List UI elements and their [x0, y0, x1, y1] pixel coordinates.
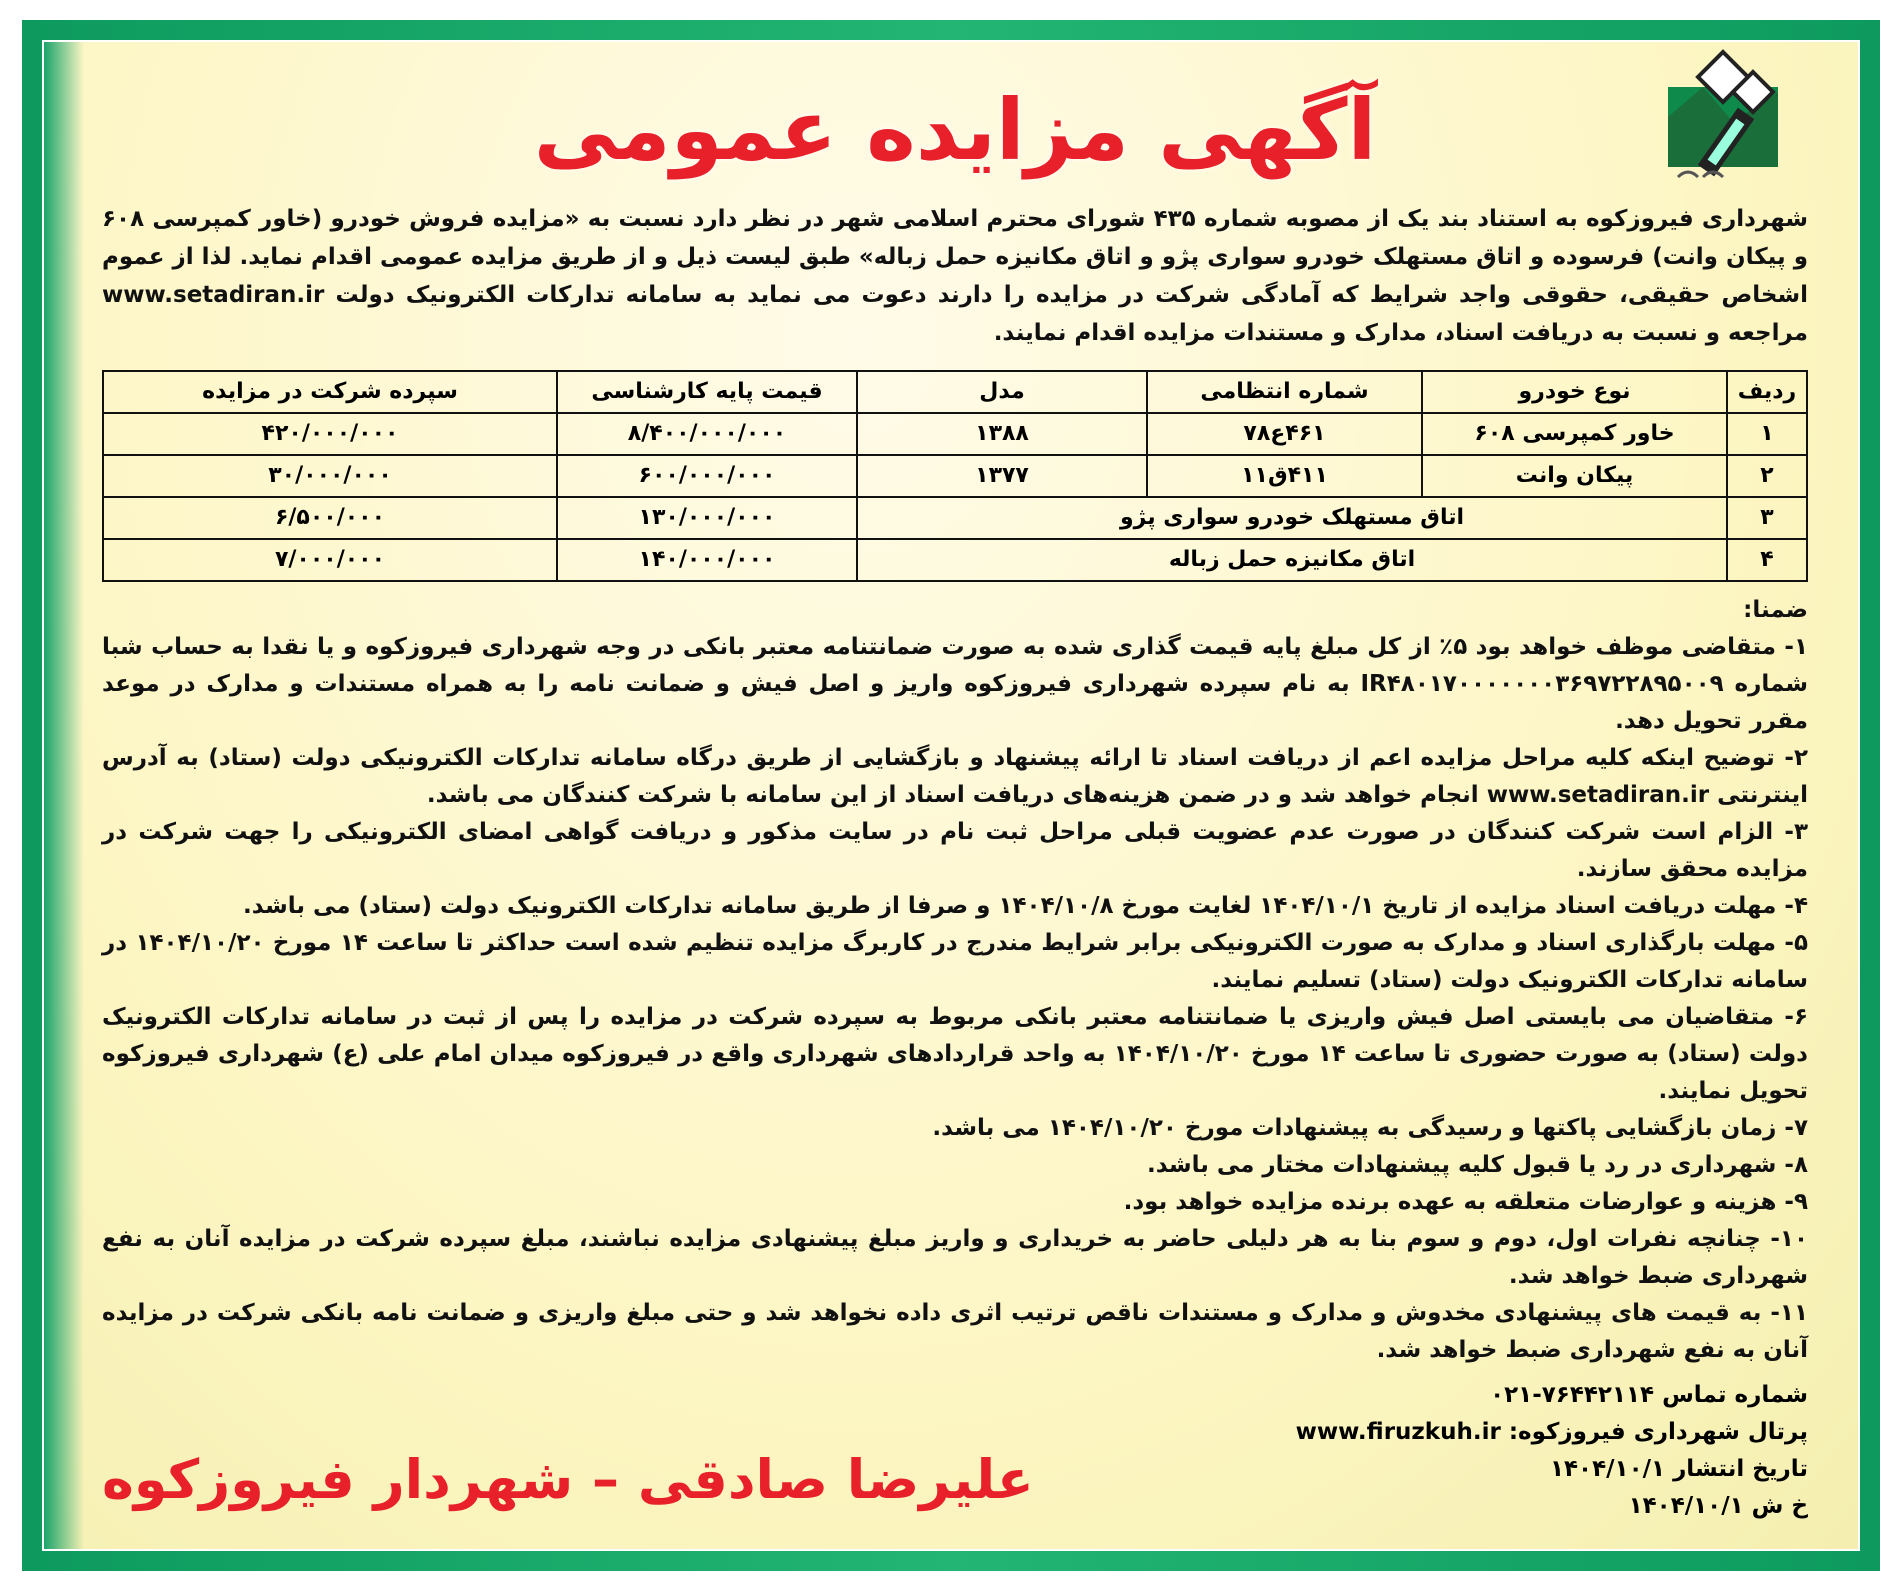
note-item: ۶- متقاضیان می بایستی اصل فیش واریزی یا ضمانتنامه معتبر بانکی مربوط به سپرده شرکت در مزایده را پس از ثبت در سامانه تدارکات الکترونیک دولت (ستاد) به صورت حضوری تا ساعت ۱۴ مورخ ۱۴۰۴/۱۰/۲۰ به واحد قراردادهای شهرداری واقع در فیروزکوه میدان امام علی (ع) شهرداری فیروزکوه تحویل نمایند. [102, 1004, 1808, 1104]
table-row [103, 413, 1807, 455]
cell-model: ۱۳۸۸ [857, 413, 1147, 455]
notes-heading: ضمنا: [1743, 597, 1808, 623]
note-item: ۱۰- چنانچه نفرات اول، دوم و سوم بنا به هر دلیلی حاضر به خریداری و واریز مبلغ پیشنهادی مزایده نباشند، مبلغ سپرده شرکت در مزایده آنان به نفع شهرداری ضبط خواهد شد. [102, 1226, 1808, 1289]
ad-panel [42, 40, 1860, 1551]
cell-deposit: ۶/۵۰۰/۰۰۰ [103, 497, 557, 539]
cell-base-price: ۱۳۰/۰۰۰/۰۰۰ [557, 497, 857, 539]
cell-row-number: ۱ [1727, 413, 1807, 455]
table-row [103, 539, 1807, 581]
cell-model: ۱۳۷۷ [857, 455, 1147, 497]
note-item: ۵- مهلت بارگذاری اسناد و مدارک به صورت الکترونیکی برابر شرایط مندرج در کاربرگ مزایده تنظیم شده است حداکثر تا ساعت ۱۴ مورخ ۱۴۰۴/۱۰/۲۰ در سامانه تدارکات الکترونیک دولت (ستاد) تسلیم نمایند. [102, 930, 1809, 993]
cell-row-number: ۲ [1727, 455, 1807, 497]
footer [102, 1377, 1808, 1525]
page-title: آگهی مزایده عمومی [533, 81, 1377, 179]
decorative-wave [44, 42, 84, 1549]
reference-code: خ ش ۱۴۰۴/۱۰/۱ [1628, 1493, 1808, 1519]
header-model: مدل [857, 371, 1147, 413]
publish-date: تاریخ انتشار ۱۴۰۴/۱۰/۱ [1549, 1456, 1808, 1482]
cell-deposit: ۴۲۰/۰۰۰/۰۰۰ [103, 413, 557, 455]
cell-deposit: ۷/۰۰۰/۰۰۰ [103, 539, 557, 581]
table-header-row [103, 371, 1807, 413]
contact-info [1296, 1377, 1808, 1525]
header-plate-number: شماره انتظامی [1147, 371, 1422, 413]
cell-base-price: ۱۴۰/۰۰۰/۰۰۰ [557, 539, 857, 581]
table-row [103, 455, 1807, 497]
cell-row-number: ۳ [1727, 497, 1807, 539]
green-frame [22, 20, 1880, 1571]
cell-vehicle-type: پیکان وانت [1422, 455, 1727, 497]
table-row [103, 497, 1807, 539]
note-item: ۱۱- به قیمت های پیشنهادی مخدوش و مدارک و مستندات ناقص ترتیب اثری داده نخواهد شد و حتی مبلغ واریزی و ضمانت نامه بانکی شرکت در مزایده آنان به نفع شهرداری ضبط خواهد شد. [102, 1300, 1808, 1363]
contact-phone: شماره تماس ۷۶۴۴۲۱۱۴-۰۲۱ [1490, 1382, 1808, 1408]
note-item: ۱- متقاضی موظف خواهد بود ۵٪ از کل مبلغ پایه قیمت گذاری شده به صورت ضمانتنامه معتبر بانکی در وجه شهرداری فیروزکوه و یا نقدا به حساب شبا شماره IR۴۸۰۱۷۰۰۰۰۰۰۰۳۶۹۷۲۲۸۹۵۰۰۹ به نام سپرده شهرداری فیروزکوه واریز و اصل فیش و ضمانت نامه را به همراه مستندات و مدارک در موعد مقرر تحویل دهد. [102, 634, 1808, 734]
note-item: ۳- الزام است شرکت کنندگان در صورت عدم عضویت قبلی مراحل ثبت نام در سایت مذکور و دریافت گواهی امضای الکترونیکی را جهت شرکت در مزایده محقق سازند. [102, 819, 1808, 882]
header-vehicle-type: نوع خودرو [1422, 371, 1727, 413]
cell-vehicle-type: اتاق مستهلک خودرو سواری پژو [857, 497, 1727, 539]
cell-plate-number: ۴۶۱ع۷۸ [1147, 413, 1422, 455]
cell-plate-number: ۴۱۱ق۱۱ [1147, 455, 1422, 497]
cell-vehicle-type: خاور کمپرسی ۶۰۸ [1422, 413, 1727, 455]
intro-paragraph: شهرداری فیروزکوه به استناد بند یک از مصوبه شماره ۴۳۵ شورای محترم اسلامی شهر در نظر دارد نسبت به «مزایده فروش خودرو (خاور کمپرسی ۶۰۸ و پیکان وانت) فرسوده و اتاق مستهلک خودرو سواری پژو و اتاق مکانیزه حمل زباله» طبق لیست ذیل و از طریق مزایده عمومی اقدام نماید. لذا از عموم اشخاص حقیقی، حقوقی واجد شرایط که آمادگی شرکت در مزایده را دارند دعوت می نماید به سامانه تدارکات الکترونیک دولت www.setadiran.ir مراجعه و نسبت به دریافت اسناد، مدارک و مستندات مزایده اقدام نمایند. [102, 206, 1808, 346]
note-item: ۴- مهلت دریافت اسناد مزایده از تاریخ ۱۴۰۴/۱۰/۱ لغایت مورخ ۱۴۰۴/۱۰/۸ و صرفا از طریق سامانه تدارکات الکترونیک دولت (ستاد) می باشد. [243, 893, 1808, 919]
note-item: ۸- شهرداری در رد یا قبول کلیه پیشنهادات مختار می باشد. [1146, 1152, 1808, 1178]
note-item: ۹- هزینه و عوارضات متعلقه به عهده برنده مزایده خواهد بود. [1123, 1189, 1808, 1215]
header-base-price: قیمت پایه کارشناسی [557, 371, 857, 413]
cell-vehicle-type: اتاق مکانیزه حمل زباله [857, 539, 1727, 581]
cell-base-price: ۶۰۰/۰۰۰/۰۰۰ [557, 455, 857, 497]
cell-deposit: ۳۰/۰۰۰/۰۰۰ [103, 455, 557, 497]
notes-section [102, 592, 1808, 1369]
cell-base-price: ۸/۴۰۰/۰۰۰/۰۰۰ [557, 413, 857, 455]
note-item: ۷- زمان بازگشایی پاکتها و رسیدگی به پیشنهادات مورخ ۱۴۰۴/۱۰/۲۰ می باشد. [932, 1115, 1808, 1141]
header-row-number: ردیف [1727, 371, 1807, 413]
header-deposit: سپرده شرکت در مزایده [103, 371, 557, 413]
note-item: ۲- توضیح اینکه کلیه مراحل مزایده اعم از دریافت اسناد تا ارائه پیشنهاد و بازگشایی از طریق درگاه سامانه تدارکات الکترونیکی دولت (ستاد) به آدرس اینترنتی www.setadiran.ir انجام خواهد شد و در ضمن هزینه‌های دریافت اسناد از این سامانه با شرکت کنندگان می باشد. [102, 745, 1808, 808]
cell-row-number: ۴ [1727, 539, 1807, 581]
auction-items-table [102, 370, 1808, 582]
portal-link[interactable]: پرتال شهرداری فیروزکوه: www.firuzkuh.ir [1295, 1419, 1808, 1445]
mayor-signature: علیرضا صادقی – شهردار فیروزکوه [102, 1448, 1034, 1511]
